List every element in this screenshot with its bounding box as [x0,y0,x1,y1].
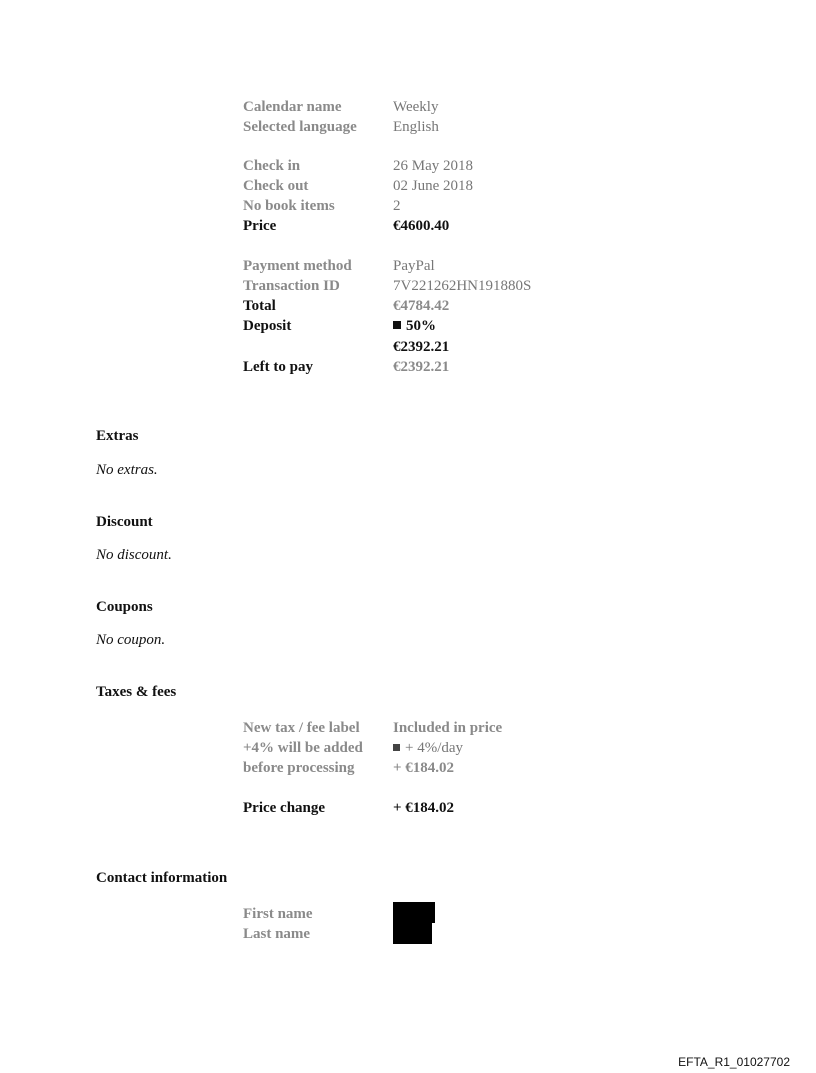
language-row [243,117,439,137]
deposit-amount-row [243,337,531,357]
book-items-row [243,196,473,216]
deposit-percent-value: 50% [406,318,436,335]
processing-row [243,758,502,778]
taxes-details [243,718,502,779]
calendar-name-row [243,97,439,117]
price-value: €4600.40 [393,218,450,235]
discount-heading: Discount [96,514,153,530]
left-to-pay-row [243,357,531,377]
coupons-note: No coupon. [96,632,166,648]
left-to-pay-label: Left to pay [243,358,313,375]
book-items-value: 2 [393,198,401,215]
left-to-pay-value: €2392.21 [393,358,450,375]
last-name-label: Last name [243,925,311,942]
price-change-row [243,798,454,818]
deposit-percent [393,316,436,336]
processing-label: before processing [243,760,355,777]
fee-value: Included in price [393,719,503,736]
redaction-box [393,921,432,944]
price-change-value: + €184.02 [393,799,455,816]
contact-heading: Contact information [96,870,228,886]
rate-label: +4% will be added [243,739,363,756]
check-in-label: Check in [243,157,301,174]
rate-value [393,738,463,758]
check-out-row [243,176,473,196]
check-in-value: 26 May 2018 [393,157,473,174]
price-label: Price [243,218,277,235]
payment-method-value: PayPal [393,257,435,274]
total-label: Total [243,298,276,315]
check-in-row [243,156,473,176]
fee-label: New tax / fee label [243,719,360,736]
rate-value-text: + 4%/day [405,739,464,756]
last-name-row [243,924,393,944]
price-change-label: Price change [243,799,326,816]
check-out-value: 02 June 2018 [393,177,473,194]
payment-details [243,256,531,378]
fee-row [243,718,502,738]
coupons-heading: Coupons [96,599,153,615]
booking-details [243,97,439,138]
first-name-row [243,904,393,924]
processing-value: + €184.02 [393,760,455,777]
bullet-square-icon [393,321,401,329]
calendar-name-label: Calendar name [243,98,342,115]
price-change [243,798,454,818]
language-value: English [393,118,439,135]
transaction-row [243,276,531,296]
deposit-label: Deposit [243,318,292,335]
redaction-box [393,902,435,923]
check-out-label: Check out [243,177,309,194]
first-name-label: First name [243,905,313,922]
calendar-name-value: Weekly [393,98,439,115]
book-items-label: No book items [243,198,335,215]
transaction-value: 7V221262HN191880S [393,277,532,294]
rate-row [243,738,502,758]
document-id: EFTA_R1_01027702 [678,1055,790,1069]
payment-method-row [243,256,531,276]
deposit-row [243,316,531,336]
total-row [243,296,531,316]
contact-details [243,904,393,945]
extras-note: No extras. [96,462,158,478]
extras-heading: Extras [96,428,139,444]
discount-note: No discount. [96,547,172,563]
total-value: €4784.42 [393,298,450,315]
deposit-amount-value: €2392.21 [393,338,450,355]
taxes-heading: Taxes & fees [96,684,177,700]
stay-details [243,156,473,237]
bullet-square-icon [393,744,400,751]
language-label: Selected language [243,118,357,135]
payment-method-label: Payment method [243,257,352,274]
price-row [243,216,473,236]
transaction-label: Transaction ID [243,277,340,294]
